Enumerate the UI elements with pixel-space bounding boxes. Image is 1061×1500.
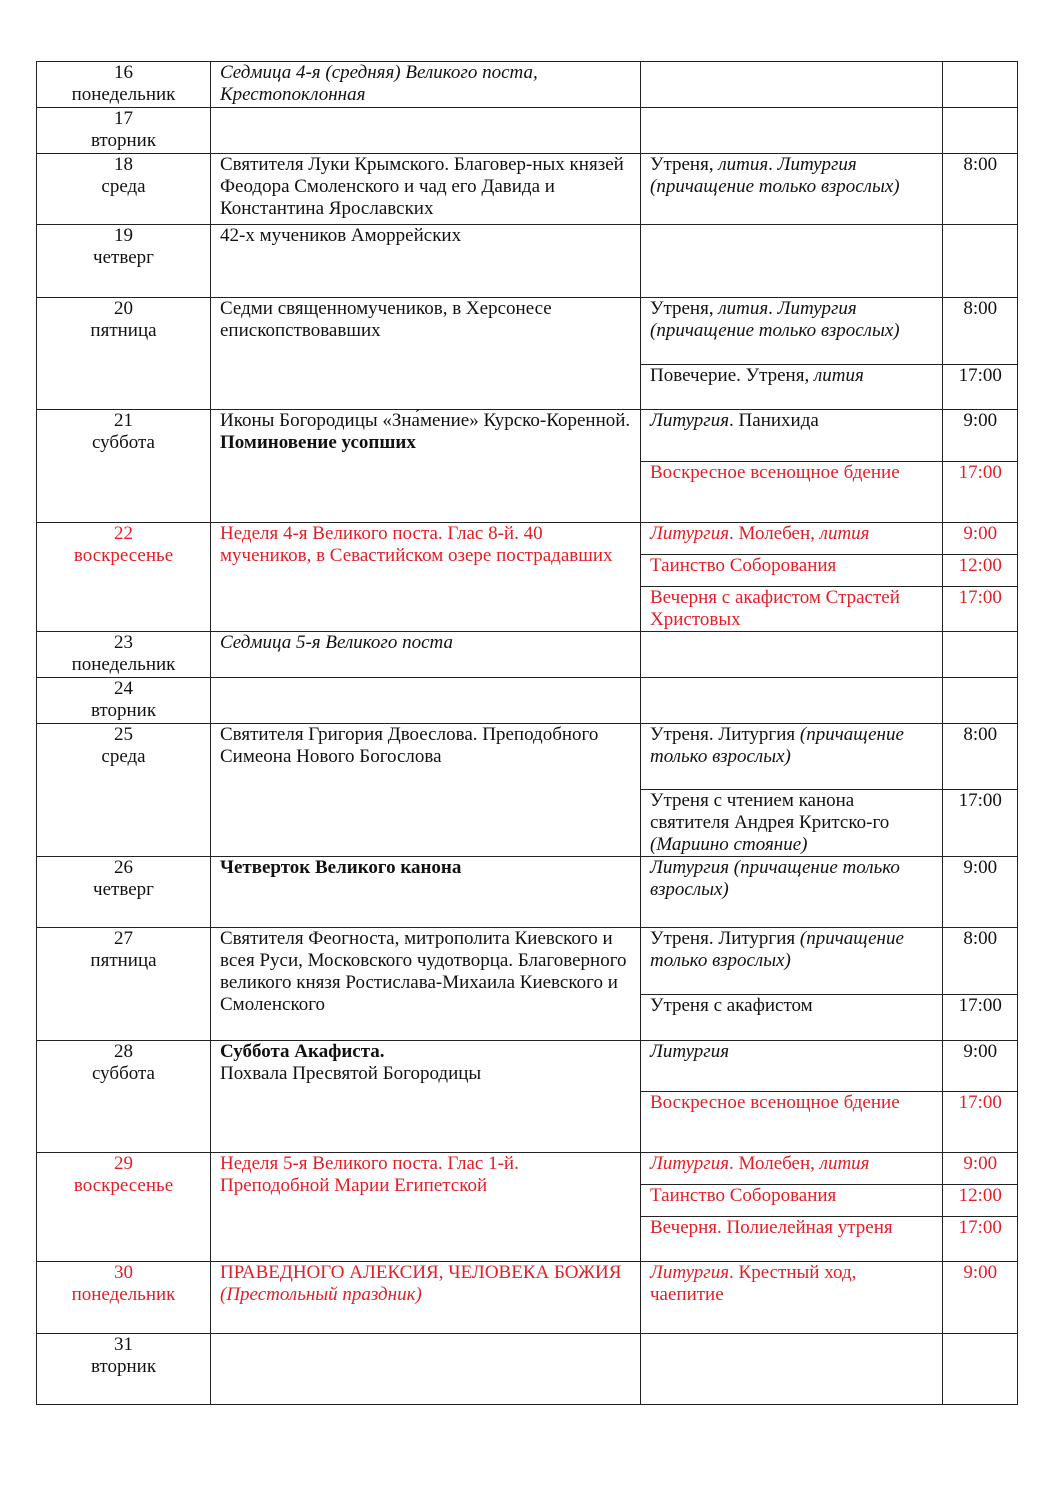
weekday-label: воскресенье [73, 1175, 174, 1196]
day-cell [36, 632, 210, 677]
weekday-label: вторник [90, 700, 157, 721]
service-time [942, 678, 1017, 723]
feast-cell [210, 632, 640, 677]
services-cell [640, 724, 1018, 856]
date-number: 20 [114, 298, 133, 319]
date-number: 25 [114, 724, 133, 745]
feast-text: 42-х мучеников Аморрейских [220, 225, 462, 246]
services-cell [640, 298, 1018, 409]
service-time: 8:00 [942, 298, 1017, 364]
feast-cell [210, 1262, 640, 1333]
service-name [641, 298, 942, 364]
service-title: Таинство Соборования [650, 1185, 837, 1206]
day-cell [36, 724, 210, 856]
service-row [641, 1041, 1017, 1091]
services-cell [640, 1041, 1018, 1152]
service-name [641, 523, 942, 554]
feast-cell [210, 1041, 640, 1152]
service-title: Воскресное всенощное бдение [650, 1092, 900, 1113]
service-note: (причащение только взрослых) [650, 176, 900, 197]
service-name [641, 928, 942, 994]
service-title: Литургия. Крестный ход, чаепитие [650, 1262, 857, 1305]
weekday-label: понедельник [71, 1284, 176, 1305]
weekday-label: четверг [93, 879, 154, 900]
day-cell [36, 678, 210, 723]
date-number: 29 [114, 1153, 133, 1174]
day-cell [36, 523, 210, 631]
service-name [641, 857, 942, 927]
table-row [36, 1040, 1018, 1152]
service-row [641, 724, 1017, 789]
feast-text: Святителя Григория Двоеслова. Преподобного Симеона Нового Богослова [220, 724, 599, 767]
service-row [641, 1153, 1017, 1184]
service-title: Литургия. Панихида [650, 410, 819, 431]
weekday-label: вторник [90, 130, 157, 151]
service-title: Литургия [650, 1041, 730, 1062]
services-cell [640, 225, 1018, 297]
service-note: (причащение только взрослых) [650, 724, 904, 767]
service-time [942, 108, 1017, 153]
service-name [641, 108, 942, 153]
service-time: 8:00 [942, 154, 1017, 224]
service-name [641, 1092, 942, 1153]
day-cell [36, 1153, 210, 1261]
service-title: Утреня с акафистом [650, 995, 813, 1016]
table-row [36, 297, 1018, 409]
service-time: 9:00 [942, 523, 1017, 554]
weekday-label: среда [101, 746, 146, 767]
service-title: Вечерня. Полиелейная утреня [650, 1217, 893, 1238]
service-name [641, 1334, 942, 1404]
feast-text: (Престольный праздник) [220, 1284, 422, 1305]
table-row [36, 1333, 1018, 1405]
date-number: 31 [114, 1334, 133, 1355]
feast-cell [210, 1153, 640, 1261]
service-title: Утреня. Литургия [650, 724, 796, 745]
feast-cell [210, 298, 640, 409]
table-row [36, 856, 1018, 927]
table-row [36, 1261, 1018, 1333]
weekday-label: пятница [90, 320, 157, 341]
date-number: 27 [114, 928, 133, 949]
date-number: 23 [114, 632, 133, 653]
table-row [36, 631, 1018, 677]
service-row [641, 364, 1017, 410]
services-cell [640, 154, 1018, 224]
table-row [36, 224, 1018, 297]
service-name [641, 1153, 942, 1184]
service-title: Вечерня с акафистом Страстей Христовых [650, 587, 900, 630]
table-row [36, 723, 1018, 856]
feast-cell [210, 928, 640, 1040]
service-row [641, 586, 1017, 633]
date-number: 16 [114, 62, 133, 83]
weekday-label: пятница [90, 950, 157, 971]
service-time: 9:00 [942, 410, 1017, 461]
service-title: Утреня, лития. Литургия [650, 154, 857, 175]
service-row [641, 857, 1017, 927]
service-name [641, 365, 942, 410]
service-row [641, 154, 1017, 224]
service-title: Повечерие. Утреня, лития [650, 365, 864, 386]
service-row [641, 461, 1017, 523]
service-time: 17:00 [942, 790, 1017, 857]
service-title: Воскресное всенощное бдение [650, 462, 900, 483]
service-name [641, 724, 942, 789]
service-name [641, 678, 942, 723]
feast-cell [210, 62, 640, 107]
service-row [641, 62, 1017, 107]
services-cell [640, 1334, 1018, 1404]
feast-text: Седми священномучеников, в Херсонесе епископствовавших [220, 298, 552, 341]
feast-text: Похвала Пресвятой Богородицы [220, 1063, 482, 1084]
service-row [641, 928, 1017, 994]
service-row [641, 789, 1017, 857]
service-name [641, 555, 942, 586]
services-cell [640, 1262, 1018, 1333]
feast-cell [210, 1334, 640, 1404]
service-name [641, 410, 942, 461]
service-time: 9:00 [942, 1262, 1017, 1333]
service-title: Утреня с чтением канона святителя Андрея Критско-го [650, 790, 890, 833]
feast-text: Святителя Феогноста, митрополита Киевского и всея Руси, Московского чудотворца. Благоверного великого князя Ростислава-Михаила Киевского и Смоленского [220, 928, 627, 1015]
service-name [641, 1185, 942, 1216]
feast-text: ПРАВЕДНОГО АЛЕКСИЯ, ЧЕЛОВЕКА БОЖИЯ [220, 1262, 622, 1283]
weekday-label: вторник [90, 1356, 157, 1377]
feast-cell [210, 108, 640, 153]
day-cell [36, 62, 210, 107]
feast-cell [210, 154, 640, 224]
table-row [36, 61, 1018, 107]
service-name [641, 62, 942, 107]
service-time: 17:00 [942, 365, 1017, 410]
service-time: 9:00 [942, 1153, 1017, 1184]
service-title: Утреня, лития. Литургия [650, 298, 857, 319]
feast-text: Суббота Акафиста. [220, 1041, 385, 1062]
service-title: Таинство Соборования [650, 555, 837, 576]
service-time: 17:00 [942, 1092, 1017, 1153]
service-note: (причащение только взрослых) [650, 928, 904, 971]
service-time: 12:00 [942, 555, 1017, 586]
table-row [36, 107, 1018, 153]
day-cell [36, 1041, 210, 1152]
weekday-label: понедельник [71, 654, 176, 675]
date-number: 22 [114, 523, 133, 544]
service-note: (причащение только взрослых) [650, 857, 900, 900]
service-time: 12:00 [942, 1185, 1017, 1216]
date-number: 19 [114, 225, 133, 246]
table-row [36, 1152, 1018, 1261]
services-cell [640, 928, 1018, 1040]
day-cell [36, 410, 210, 522]
service-row [641, 1334, 1017, 1404]
service-row [641, 632, 1017, 677]
service-time: 8:00 [942, 928, 1017, 994]
day-cell [36, 857, 210, 927]
date-number: 18 [114, 154, 133, 175]
service-title: Литургия. Молебен, лития [650, 523, 870, 544]
services-cell [640, 410, 1018, 522]
table-row [36, 153, 1018, 224]
service-row [641, 410, 1017, 461]
service-time: 8:00 [942, 724, 1017, 789]
feast-cell [210, 678, 640, 723]
feast-text: Четверток Великого канона [220, 857, 462, 878]
services-cell [640, 632, 1018, 677]
weekday-label: четверг [93, 247, 154, 268]
service-note: (причащение только взрослых) [650, 320, 900, 341]
weekday-label: воскресенье [73, 545, 174, 566]
service-time: 9:00 [942, 857, 1017, 927]
weekday-label: понедельник [71, 84, 176, 105]
feast-cell [210, 857, 640, 927]
service-time: 9:00 [942, 1041, 1017, 1091]
service-name [641, 462, 942, 523]
day-cell [36, 108, 210, 153]
service-time [942, 1334, 1017, 1404]
table-row [36, 677, 1018, 723]
feast-text: Святителя Луки Крымского. Благовер-ных князей Феодора Смоленского и чад его Давида и Константина Ярославских [220, 154, 624, 219]
feast-text: Седмица 5-я Великого поста [220, 632, 453, 653]
service-row [641, 1216, 1017, 1263]
weekday-label: среда [101, 176, 146, 197]
feast-text: Седмица 4-я (средняя) Великого поста, Крестопоклонная [220, 62, 538, 105]
feast-cell [210, 724, 640, 856]
feast-cell [210, 225, 640, 297]
service-row [641, 1091, 1017, 1153]
feast-text: Поминовение усопших [220, 432, 416, 453]
services-cell [640, 523, 1018, 631]
service-time: 17:00 [942, 1217, 1017, 1263]
service-row [641, 1262, 1017, 1333]
service-row [641, 994, 1017, 1041]
service-row [641, 554, 1017, 586]
table-row [36, 927, 1018, 1040]
day-cell [36, 154, 210, 224]
service-name [641, 790, 942, 857]
service-name [641, 1262, 942, 1333]
weekday-label: суббота [92, 1063, 155, 1084]
service-time: 17:00 [942, 587, 1017, 633]
service-name [641, 995, 942, 1041]
day-cell [36, 1262, 210, 1333]
service-name [641, 587, 942, 633]
schedule-table [36, 61, 1018, 1405]
date-number: 21 [114, 410, 133, 431]
day-cell [36, 928, 210, 1040]
weekday-label: суббота [92, 432, 155, 453]
service-row [641, 523, 1017, 554]
service-row [641, 298, 1017, 364]
date-number: 26 [114, 857, 133, 878]
service-name [641, 154, 942, 224]
service-title: Литургия. Молебен, лития [650, 1153, 870, 1174]
feast-cell [210, 410, 640, 522]
day-cell [36, 298, 210, 409]
day-cell [36, 1334, 210, 1404]
day-cell [36, 225, 210, 297]
service-title: Литургия [650, 857, 730, 878]
service-row [641, 1184, 1017, 1216]
feast-cell [210, 523, 640, 631]
date-number: 17 [114, 108, 133, 129]
service-row [641, 225, 1017, 297]
service-time [942, 62, 1017, 107]
service-time: 17:00 [942, 995, 1017, 1041]
service-title: Утреня. Литургия [650, 928, 796, 949]
date-number: 24 [114, 678, 133, 699]
service-name [641, 225, 942, 297]
service-name [641, 632, 942, 677]
service-row [641, 108, 1017, 153]
service-name [641, 1041, 942, 1091]
table-row [36, 522, 1018, 631]
service-time [942, 225, 1017, 297]
service-time [942, 632, 1017, 677]
feast-text: Неделя 5-я Великого поста. Глас 1-й. Преподобной Марии Египетской [220, 1153, 519, 1196]
feast-text: Иконы Богородицы «Зна́мение» Курско-Коренной. [220, 410, 631, 431]
services-cell [640, 678, 1018, 723]
date-number: 30 [114, 1262, 133, 1283]
service-name [641, 1217, 942, 1263]
service-row [641, 678, 1017, 723]
services-cell [640, 1153, 1018, 1261]
services-cell [640, 108, 1018, 153]
service-note: (Мариино стояние) [650, 834, 808, 855]
table-row [36, 409, 1018, 522]
date-number: 28 [114, 1041, 133, 1062]
feast-text: Неделя 4-я Великого поста. Глас 8-й. 40 мучеников, в Севастийском озере пострадавших [220, 523, 613, 566]
services-cell [640, 62, 1018, 107]
services-cell [640, 857, 1018, 927]
service-time: 17:00 [942, 462, 1017, 523]
